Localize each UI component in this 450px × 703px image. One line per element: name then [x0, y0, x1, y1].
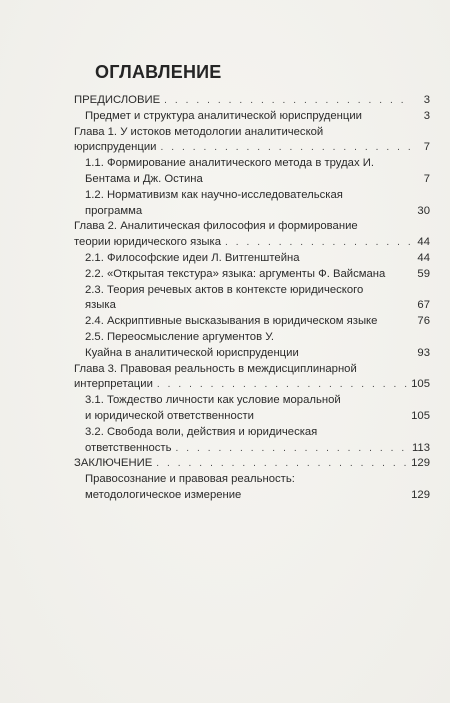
toc-entry-text: языка — [85, 299, 116, 312]
toc-entry-text: 1.1. Формирование аналитического метода в трудах И. — [85, 157, 374, 170]
toc-page-number: 7 — [423, 172, 430, 185]
toc-entry — [74, 109, 430, 125]
toc-entry-text: 2.5. Переосмысление аргументов У. — [85, 330, 275, 343]
toc-page-number: 44 — [417, 251, 430, 264]
toc-entry — [74, 456, 430, 472]
toc-entry-text: Правосознание и правовая реальность: — [85, 473, 295, 486]
dot-leader — [156, 456, 407, 472]
toc-entry — [74, 188, 430, 220]
toc-page-number: 76 — [417, 315, 430, 328]
toc-entry-text: методологическое измерение — [85, 488, 242, 501]
toc-entry — [74, 283, 430, 315]
toc-page-number: 59 — [417, 267, 430, 280]
toc-entry — [74, 362, 430, 394]
toc-entry-text: юриспруденции — [74, 141, 157, 154]
toc-entry — [74, 472, 430, 504]
toc-page-number: 3 — [423, 94, 430, 106]
toc-entry — [74, 393, 430, 425]
toc-page-number: 129 — [411, 488, 430, 501]
dot-leader — [157, 377, 407, 393]
toc-entry-text: ПРЕДИСЛОВИЕ — [74, 94, 161, 106]
toc-entry — [74, 156, 430, 188]
toc-entry — [74, 219, 430, 251]
toc-entry-text: теории юридического языка — [74, 236, 221, 249]
toc-entry — [74, 125, 430, 157]
toc-entry-text: Глава 1. У истоков методологии аналитической — [74, 125, 324, 138]
toc-page-number: 105 — [411, 409, 430, 422]
toc-entry-text: 2.4. Аскриптивные высказывания в юридическом языке — [85, 315, 378, 328]
dot-leader — [176, 441, 408, 457]
toc-entry-text: ЗАКЛЮЧЕНИЕ — [74, 457, 153, 470]
toc-entry-text: Бентама и Дж. Остина — [85, 172, 203, 185]
toc-page-number: 44 — [417, 236, 430, 249]
toc-page-number: 3 — [423, 109, 430, 122]
dot-leader — [160, 140, 410, 156]
toc-entry-text: ответственность — [85, 441, 172, 454]
toc-entry-text: Глава 3. Правовая реальность в междисциплинарной — [74, 362, 357, 375]
toc-entry — [74, 425, 430, 457]
toc-entry-text: Глава 2. Аналитическая философия и формирование — [74, 220, 358, 233]
toc-page-number: 113 — [411, 441, 430, 454]
toc-entry — [74, 314, 430, 330]
toc-entry-text: 2.1. Философские идеи Л. Витгенштейна — [85, 251, 300, 264]
toc-entry — [74, 330, 430, 362]
toc-entry-text: интерпретации — [74, 378, 153, 391]
toc-entry-text: 3.1. Тождество личности как условие моральной — [85, 394, 341, 407]
toc-entry — [74, 267, 430, 283]
toc-page-number: 93 — [417, 346, 430, 359]
toc-entry-text: 1.2. Нормативизм как научно-исследовательская — [85, 188, 343, 201]
toc-entry — [74, 93, 430, 109]
toc-entry-text: 2.3. Теория речевых актов в контексте юридического — [85, 283, 364, 296]
toc-page-number: 105 — [411, 378, 430, 391]
toc-entry-text: и юридической ответственности — [85, 409, 254, 422]
toc-page-number: 129 — [411, 457, 430, 470]
toc-entry-text: 2.2. «Открытая текстура» языка: аргументы Ф. Вайсмана — [85, 267, 386, 280]
toc-entry-text: программа — [85, 204, 143, 217]
dot-leader — [164, 93, 410, 109]
toc-entry-text: Куайна в аналитической юриспруденции — [85, 346, 299, 359]
toc-entry-text: Предмет и структура аналитической юриспруденции — [85, 109, 362, 122]
dot-leader — [225, 235, 410, 251]
toc-entry-text: 3.2. Свобода воли, действия и юридическая — [85, 425, 318, 438]
toc-heading: ОГЛАВЛЕНИЕ — [95, 62, 222, 82]
table-of-contents — [74, 93, 430, 504]
toc-entry — [74, 251, 430, 267]
toc-page-number: 7 — [423, 141, 430, 154]
toc-page-number: 30 — [417, 204, 430, 217]
toc-page-number: 67 — [417, 299, 430, 312]
